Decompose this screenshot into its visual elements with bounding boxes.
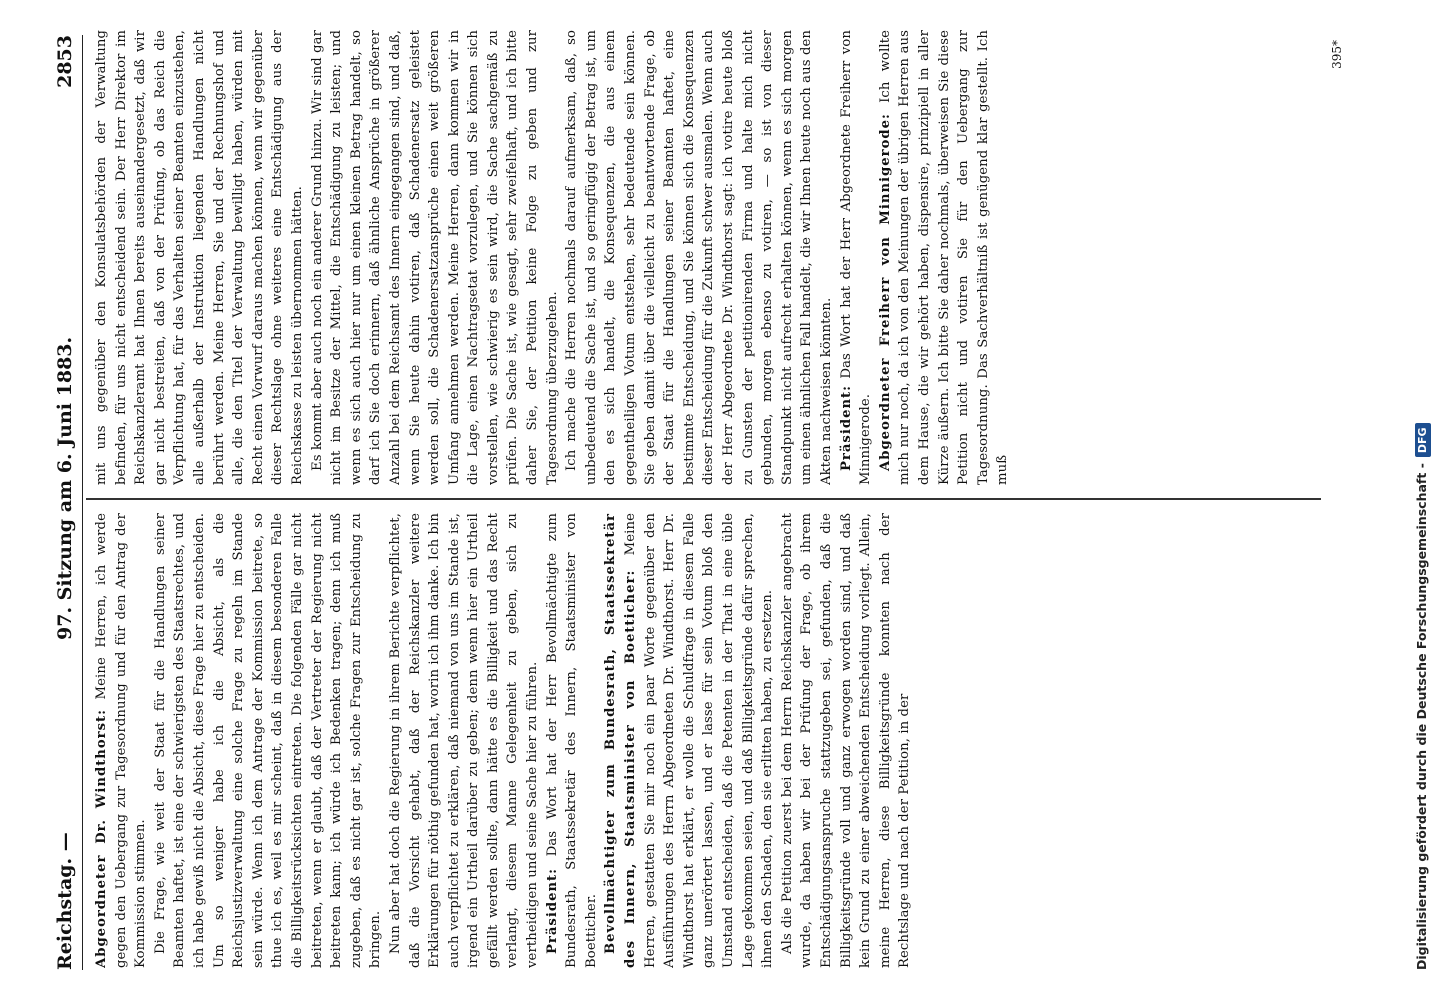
paragraph xyxy=(543,513,602,968)
speaker-label: Abgeordneter Freiherr von Minnigerode: xyxy=(877,113,893,471)
speaker-label: Präsident: xyxy=(838,384,854,471)
page-number: 2853 xyxy=(54,35,76,88)
funding-note xyxy=(1410,30,1432,970)
paragraph-text: Das Wort hat der Herr Abgeordnete Freiherr von Minnigerode. xyxy=(838,30,874,485)
page-header xyxy=(52,35,83,970)
paragraph xyxy=(386,513,543,968)
paragraph xyxy=(92,513,151,968)
dfg-logo-icon: DFG xyxy=(1415,423,1431,457)
paragraph-text: Ich mache die Herren nochmals darauf aufmerksam, daß, so unbedeutend die Sache ist, und so geringfügig der Betrag ist, um den es sich handelt, die Konsequenzen, die aus einem gegentheiligen Votum entstehen, sehr bedeutende sein können. Sie geben damit über die vielleicht zu beantwortende Frage, ob der Staat für die Handlungen seiner Beamten haftet, eine bestimmte Entscheidung, und Sie können sich die Konsequenzen dieser Entscheidung für die Zukunft schwer ausmalen. Wenn auch der Herr Abgeordnete Dr. Windthorst sagt: ich votire heute bloß zu Gunsten der petitionirenden Firma und halte mich nicht gebunden, morgen ebenso zu votiren, — so ist von dieser Standpunkt nicht aufrecht erhalten können, wenn es sich morgen um einen ähnlichen Fall handelt, die wir Ihnen heute noch aus den Akten nachweisen könnten. xyxy=(564,30,834,485)
paragraph-text: Meine Herren, gestatten Sie mir noch ein paar Worte gegenüber den Ausführungen des Herrn Abgeordneten Dr. Windthorst. Herr Dr. Windthorst hat erklärt, er wolle die Schuldfrage in diesem Falle ganz unerörtert lassen, und er lasse für sein Votum bloß den Umstand entscheiden, daß die Petenten in der That in eine üble Lage gekommen seien, und daß Billigkeitsgründe dafür sprechen, ihnen den Schaden, den sie erlitten haben, zu ersetzen. xyxy=(623,513,776,968)
paragraph-text: Es kommt aber auch noch ein anderer Grund hinzu. Wir sind gar nicht im Besitze der Mittel, die Entschädigung zu leisten; und wenn es sich auch hier nur um einen kleinen Betrag handelt, so darf ich Sie doch erinnern, daß ähnliche Ansprüche in größerer Anzahl bei dem Reichsamt des Innern eingegangen sind, und daß, wenn Sie heute dahin votiren, daß Schadenersatz geleistet werden soll, die Schadenersatzansprüche einen weit größeren Umfang annehmen werden. Meine Herren, dann kommen wir in die Lage, einen Nachtragsetat vorzulegen, und Sie können sich vorstellen, wie schwierig es sein wird, die Sache sachgemäß zu prüfen. Die Sache ist, wie gesagt, sehr zweifelhaft, und ich bitte daher Sie, der Petition keine Folge zu geben und zur Tagesordnung überzugehen. xyxy=(309,30,560,485)
paragraph xyxy=(601,513,777,968)
paragraph-text: Als die Petition zuerst bei dem Herrn Reichskanzler angebracht wurde, da haben wir bei der Prüfung der Frage, ob ihrem Entschädigungsanspruche stattzugeben sei, gefunden, daß die Billigkeitsgründe voll und ganz erwogen worden sind, und daß kein Grund zu einer abweichenden Entscheidung vorliegt. Allein, meine Herren, diese Billigkeitsgründe konnten nach der Rechtslage und nach der Petition, in der xyxy=(779,513,913,968)
paragraph-text: Nun aber hat doch die Regierung in ihrem Berichte verpflichtet, daß die Vorsicht gehabt, daß der Reichskanzler weitere Erklärungen für nöthig gefunden hat, worin ich ihm danke. Ich bin auch verpflichtet zu erklären, daß niemand von uns im Stande ist, irgend ein Urtheil darüber zu geben; denn wenn hier ein Urtheil gefällt werden sollte, dann hätte es die Billigkeit und das Recht verlangt, diesem Manne Gelegenheit zu geben, sich zu vertheidigen und seine Sache hier zu führen. xyxy=(387,513,541,968)
paragraph xyxy=(562,30,836,485)
paragraph xyxy=(837,30,876,485)
speaker-label: Präsident: xyxy=(544,867,560,954)
paragraph-text: Ich wollte mich nur noch, da ich von den Meinungen der übrigen Herren aus dem Hause, die wir gehört haben, dispensire, prinzipiell in aller Kürze äußern. Ich bitte Sie daher nochmals, überweisen Sie diese Petition nicht und votiren Sie für den Uebergang zur Tagesordnung. Das Sachverhältniß ist genügend klar gestellt. Ich muß xyxy=(877,30,1011,485)
paragraph xyxy=(876,30,1013,485)
header-title: 97. Sitzung am 6. Juni 1883. xyxy=(54,336,76,640)
paragraph-text: Das Wort hat der Herr Bevollmächtigte zum Bundesrath, Staatssekretär des Innern, Staatsminister von Boetticher. xyxy=(544,513,599,968)
funding-text: Digitalisierung gefördert durch die Deutsche Forschungsgemeinschaft - xyxy=(1414,463,1429,970)
dfg-sidebar xyxy=(1408,30,1432,970)
column-divider xyxy=(86,499,1321,501)
right-column xyxy=(92,30,1332,485)
paragraph xyxy=(92,30,308,485)
speaker-label: Abgeordneter Dr. Windthorst: xyxy=(94,708,109,968)
speaker-label: Bevollmächtigter zum Bundesrath, Staatssekretär des Innern, Staatsminister von Boetticher: xyxy=(603,513,639,968)
paragraph-text: Meine Herren, ich werde gegen den Uebergang zur Tagesordnung und für den Antrag der Kommission stimmen. xyxy=(94,513,149,968)
left-column xyxy=(92,513,1332,968)
paragraph xyxy=(308,30,563,485)
paragraph-text: mit uns gegenüber den Konsulatsbehörden der Verwaltung befinden, für uns nicht entscheidend sein. Der Herr Direktor im Reichskanzleramt hat Ihnen bereits auseinandergesetzt, daß wir gar nicht bestreiten, daß von der Prüfung, ob das Reich die Verpflichtung hat, für das Verhalten seiner Beamten einzustehen, alle außerhalb der Instruktion liegenden Handlungen nicht berührt werden. Meine Herren, Sie und der Rechnungshof und alle, die den Titel der Verwaltung bewilligt haben, würden mit Recht einen Vorwurf daraus machen können, wenn wir gegenüber dieser Rechtslage ohne weiteres eine Entschädigung aus der Reichskasse zu leisten übernommen hätten. xyxy=(94,30,305,485)
header-left: Reichstag. — xyxy=(54,832,76,970)
catchword: 395* xyxy=(1330,40,1344,69)
paragraph-text: Die Frage, wie weit der Staat für die Handlungen seiner Beamten haftet, ist eine der schwierigsten des Staatsrechtes, und ich habe gewiß nicht die Absicht, diese Frage hier zu entscheiden. Um so weniger habe ich die Absicht, als die Reichsjustizverwaltung eine solche Frage zu regeln im Stande sein würde. Wenn ich dem Antrage der Kommission beitrete, so thue ich es, weil es mir scheint, daß in diesem besonderen Falle die Billigkeitsrücksichten eintreten. Die folgenden Fälle gar nicht beitreten, wenn er glaubt, daß der Vertreter der Regierung nicht beitreten kann; ich würde ich Bedenken tragen; denn ich muß zugeben, daß es nicht gar ist, solche Fragen zur Entscheidung zu bringen. xyxy=(152,513,384,968)
paragraph xyxy=(778,513,915,968)
paragraph xyxy=(151,513,386,968)
